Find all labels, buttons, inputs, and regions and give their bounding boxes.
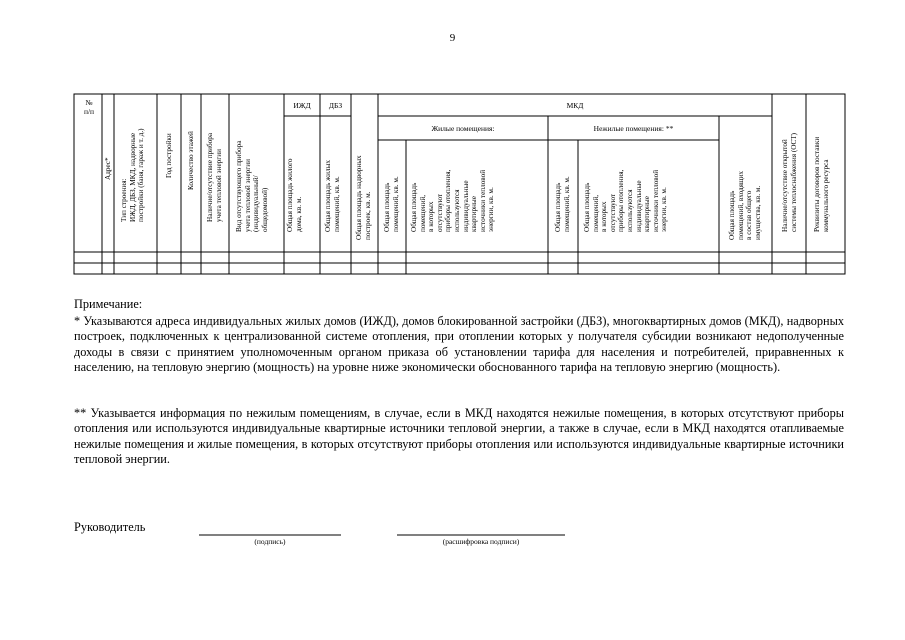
nonresidential-individual-header: Общая площадь помещений, в которых отсутствуют приборы отопления, используются индивидуальные квартирные источники тепловой энергии, кв. м. [583, 169, 669, 232]
col-year-header: Год постройки [165, 133, 173, 178]
dbz-area-header: Общая площадь жилых помещений, кв. м. [324, 160, 341, 232]
signature-role: Руководитель [74, 520, 146, 534]
signature-caption: (подпись) [254, 537, 286, 546]
contract-header: Реквизиты договоров поставки коммунального ресурса [813, 136, 830, 232]
signature-decode-caption: (расшифровка подписи) [442, 537, 520, 546]
col-floors-header: Количество этажей [187, 131, 195, 190]
note-paragraph-2: ** Указывается информация по нежилым помещениям, в случае, если в МКД находятся нежилые помещения, в которых отсутствуют приборы отопления или используются индивидуальные квартирные источники тепловой энергии, а также в случае, если в МКД находятся отапливаемые нежилые помещения и жилые помещения, в которых отсутствуют приборы отопления или используются индивидуальные квартирные источники тепловой энергии. [74, 406, 844, 467]
col-address-header: Адрес* [104, 157, 112, 180]
page-number: 9 [449, 32, 456, 44]
note-title: Примечание: [74, 297, 143, 311]
nonresidential-header: Нежилые помещения: ** [593, 124, 674, 133]
residential-total-header: Общая площадь помещений, кв. м. [383, 176, 400, 232]
col-meter-type-header: Вид отсутствующего прибора учета тепловой энергии (индивидуальный/ общедомовой) [235, 140, 269, 232]
col-meter-header: Наличие/отсутствие прибора учета тепловой энергии [206, 132, 223, 222]
nonresidential-total-header: Общая площадь помещений, кв. м. [554, 176, 571, 232]
izhd-header: ИЖД [293, 101, 311, 110]
col-type-header: Тип строения: ИЖД, ДБЗ, МКД, надворные постройки (баня, гараж и т. д.) [120, 128, 146, 222]
common-property-header: Общая площадь помещений, входящих в состав общего имущества, кв. м. [728, 171, 762, 240]
izhd-area-header: Общая площадь жилого дома, кв. м. [286, 158, 303, 232]
mkd-header: МКД [566, 101, 584, 110]
ost-header: Наличие/отсутствие открытой системы теплоснабжения (ОСТ) [781, 132, 798, 232]
residential-header: Жилые помещения: [431, 124, 495, 133]
col-number-header: № п/п [83, 98, 95, 116]
residential-individual-header: Общая площадь помещений, в которых отсутствуют приборы отопления, используются индивидуальные квартирные источники тепловой энергии, кв. м. [410, 169, 496, 232]
note-paragraph-1: * Указываются адреса индивидуальных жилых домов (ИЖД), домов блокированной застройки (ДБЗ), многоквартирных домов (МКД), надворных построек, подключенных к централизованной системе отопления, при отоплении которых у получателя субсидии возникают недополученные доходы в связи с принятием уполномоченным органом приказа об установлении тарифа для населения и потребителей, приравненных к населению, на тепловую энергию (мощность) на уровне ниже экономически обоснованного тарифа на тепловую энергию (мощность). [74, 314, 844, 375]
outbuilding-area-header: Общая площадь надворных построек, кв. м. [355, 155, 372, 240]
dbz-header: ДБЗ [328, 101, 343, 110]
